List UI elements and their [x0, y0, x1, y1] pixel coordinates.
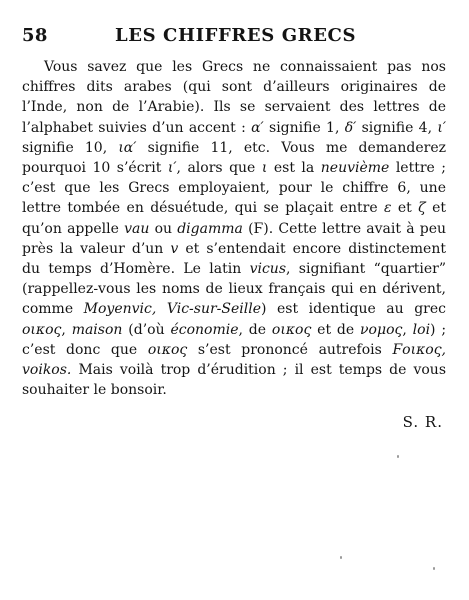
emphasis: digamma	[177, 220, 243, 237]
text-run: et	[397, 200, 412, 217]
emphasis: vau	[124, 220, 150, 237]
text-run: Mais voilà trop d’érudition ; il est temps de vous souhaiter le bonsoir.	[22, 362, 447, 399]
text-run: ) ; c’est donc que	[22, 321, 447, 358]
text-run: ,	[61, 321, 66, 338]
greek-numeral: ια′	[118, 139, 137, 156]
greek-letter: ι	[261, 160, 268, 177]
paper-speck	[397, 455, 399, 458]
text-run: ). Cette lettre avait à peu près la valeur d’un	[22, 220, 447, 257]
emphasis: v	[170, 240, 179, 257]
text-run: s’est prononcé autrefois	[197, 341, 382, 358]
emphasis: maison	[71, 321, 123, 338]
greek-letter: ζ	[418, 200, 426, 217]
greek-letter: ε	[383, 200, 392, 217]
emphasis: Moyenvic, Vic-sur-Seille	[83, 301, 261, 318]
text-run: , signifiant “quartier” (rappellez-vous les noms de lieux français qui en dérivent, comme	[22, 261, 446, 318]
text-run: (d’où	[128, 321, 165, 338]
text-run: signifie 1,	[269, 119, 340, 136]
text-run: signifie 4,	[361, 119, 433, 136]
text-run: ou	[154, 220, 173, 237]
greek-numeral: α′	[251, 119, 264, 136]
text-run: et de	[317, 321, 355, 338]
greek-word: οικος	[147, 341, 188, 358]
greek-word: νομος	[360, 321, 403, 338]
signature: S. R.	[402, 413, 443, 431]
emphasis: loi	[412, 321, 431, 338]
text-run: Vous savez que les Grecs ne connaissaient pas nos chiffres dits arabes (qui sont d’ailleurs originaires de l’Inde, non de l’Arabie). Ils se servaient des lettres de l’alphabet suivies d’un accent :	[22, 59, 446, 136]
text-run: et qu’on appelle	[22, 200, 447, 237]
text-run: signifie 10,	[22, 139, 108, 156]
running-title: LES CHIFFRES GRECS	[115, 25, 357, 46]
body-text	[22, 57, 446, 400]
text-run: et s’entendait encore distinctement du temps d’Homère. Le latin	[22, 240, 446, 278]
greek-word: οικος	[271, 321, 312, 338]
page-header	[22, 25, 446, 51]
paragraph	[22, 57, 446, 400]
text-run: , de	[238, 321, 267, 338]
greek-numeral: ι′	[167, 160, 177, 177]
text-run: ,	[402, 321, 407, 338]
greek-letter: Ϝ	[253, 220, 264, 237]
emphasis: neuvième	[320, 160, 390, 177]
text-run: (	[248, 220, 254, 237]
text-run: lettre ; c’est que les Grecs employaient, pour le chiffre 6, une lettre tombée en désuétude, qui se plaçait entre	[22, 160, 447, 217]
text-run: est la	[273, 160, 315, 177]
text-run: ) est identique au grec	[261, 301, 446, 318]
greek-numeral: δ′	[344, 119, 357, 136]
greek-numeral: ι′	[437, 119, 446, 136]
paper-speck	[433, 567, 435, 570]
paper-speck	[340, 556, 342, 559]
page-number: 58	[22, 25, 48, 46]
emphasis: vicus	[249, 261, 287, 278]
emphasis: économie	[170, 321, 239, 338]
text-run: , alors que	[176, 160, 256, 177]
text-run: signifie 11, etc. Vous me demanderez pourquoi 10 s’écrit	[22, 139, 447, 177]
greek-word: οικος	[22, 321, 62, 338]
greek-word: Ϝοικος, voikos.	[22, 341, 447, 379]
